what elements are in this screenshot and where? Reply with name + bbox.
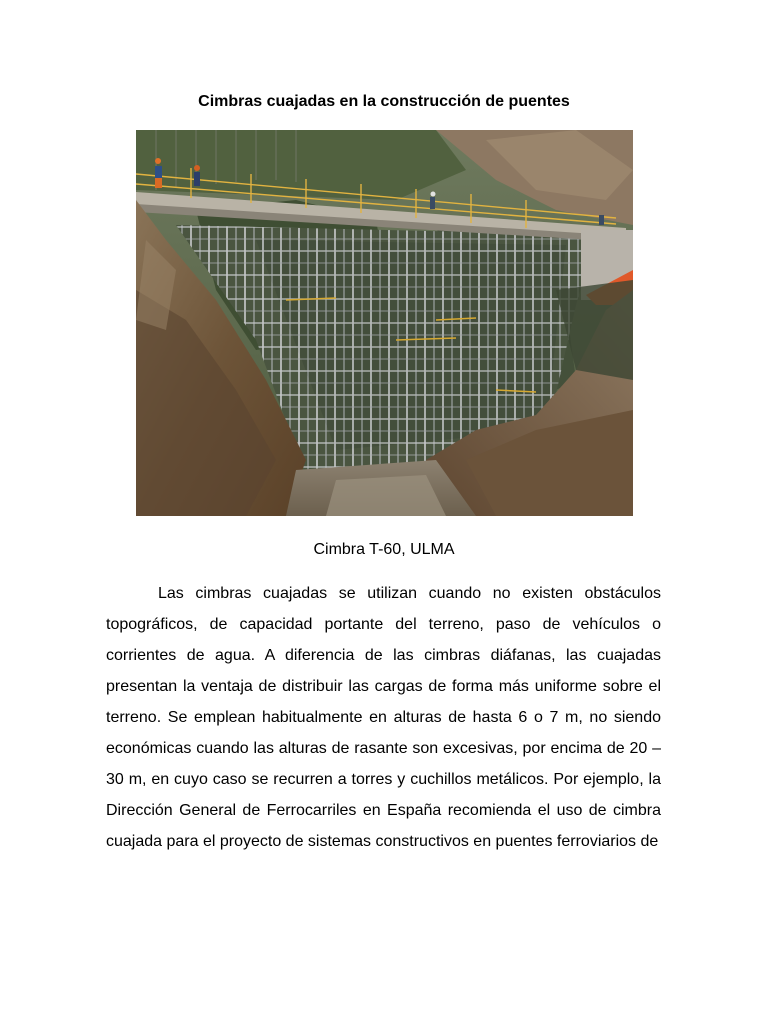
figure-caption: Cimbra T-60, ULMA <box>313 541 455 558</box>
bridge-scaffolding-photo <box>136 130 633 516</box>
paragraph-text: Las cimbras cuajadas se utilizan cuando no existen obstáculos topográficos, de capacidad portante del terreno, paso de vehículos o corrientes de agua. A diferencia de las cimbras diáfanas, las cuajadas presentan la ventaja de distribuir las cargas de forma más uniforme sobre el terreno. Se emplean habitualmente en alturas de hasta 6 o 7 m, no siendo económicas cuando las alturas de rasante son excesivas, por encima de 20 – 30 m, en cuyo caso se recurren a torres y cuchillos metálicos. Por ejemplo, la Dirección General de Ferrocarriles en España recomienda el uso de cimbra cuajada para el proyecto de sistemas constructivos en puentes ferroviarios de <box>106 585 661 850</box>
body-paragraph <box>106 578 661 857</box>
page-title: Cimbras cuajadas en la construcción de puentes <box>198 93 570 110</box>
